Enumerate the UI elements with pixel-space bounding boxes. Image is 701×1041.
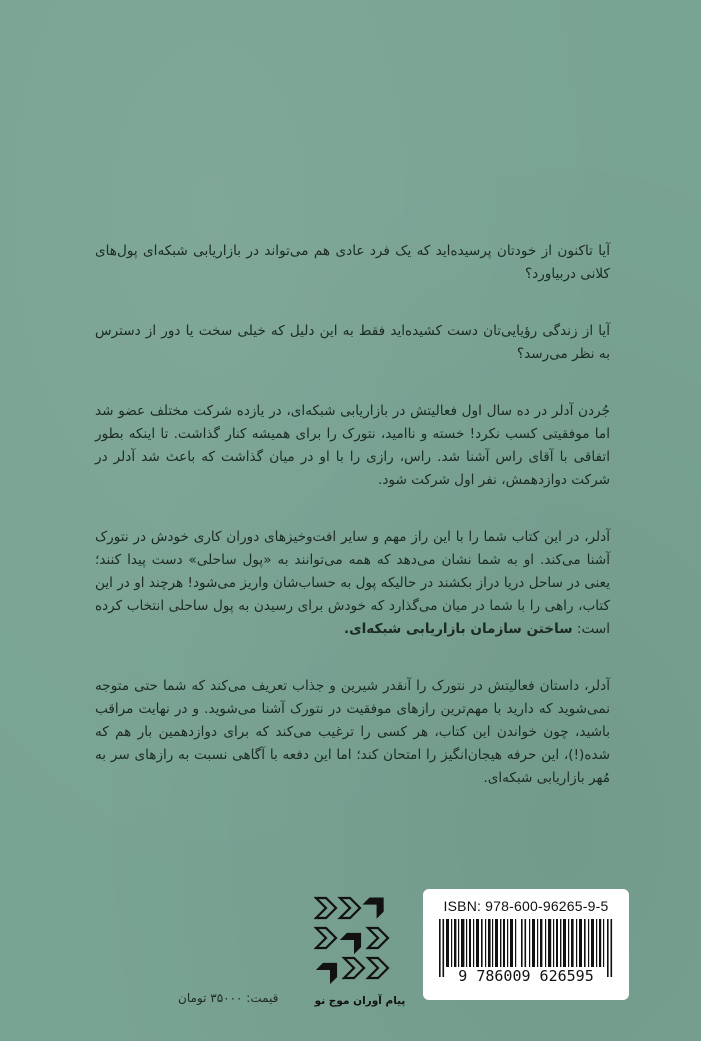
blurb-highlight: ساختن سازمان بازاریابی شبکه‌ای.: [343, 621, 573, 637]
isbn-label: ISBN: 978-600-96265-9-5: [443, 898, 609, 914]
isbn-barcode-box: [423, 889, 629, 1000]
blurb-text: [95, 240, 610, 824]
isbn-digits-text: 9 786009 626595: [458, 967, 594, 985]
blurb-paragraph-1: آیا تاکنون از خودتان پرسیده‌اید که یک فرد عادی هم می‌تواند در بازاریابی شبکه‌ای پول‌های کلانی دربیاورد؟: [95, 243, 610, 282]
blurb-paragraph-4: [95, 526, 610, 641]
blurb-paragraph-2: آیا از زندگی رؤیایی‌تان دست کشیده‌اید فقط به این دلیل که خیلی سخت یا دور از دسترس به نظر می‌رسد؟: [95, 323, 610, 362]
blurb-paragraph-4-text: آدلر، در این کتاب شما را با این راز مهم و سایر افت‌وخیزهای دوران کاری خودش در نتورک آشنا می‌کند. او به شما نشان می‌دهد که همه می‌توانند به «پول ساحلی» دست پیدا کنند؛ یعنی در ساحل دریا دراز بکشند در حالیکه پول به حساب‌شان واریز می‌شود! هرچند او در این کتاب، راهی را با شما در میان می‌گذارد که خودش برای رسیدن به پول ساحلی انتخاب کرده است:: [95, 529, 610, 637]
arrow-grid-logo-icon: [314, 892, 406, 1012]
publisher-name: پیام آوران موج نو: [314, 995, 406, 1007]
isbn-digits: [423, 967, 629, 985]
price-label: قیمت: ۳۵۰۰۰ تومان: [178, 991, 279, 1005]
blurb-paragraph-5: آدلر، داستان فعالیتش در نتورک را آنقدر شیرین و جذاب تعریف می‌کند که شما حتی متوجه نمی‌شوید که دارید با مهم‌ترین رازهای موفقیت در نتورک آشنا می‌شوید. و در نهایت مراقب باشید، چون خواندن این کتاب، هر کسی را ترغیب می‌کند که برای دوازدهمین بار هم که شده(!)، این حرفه هیجان‌انگیز را امتحان کند؛ اما این دفعه با آگاهی نسبت به رازهای سر به مُهر بازاریابی شبکه‌ای.: [95, 678, 610, 786]
blurb-paragraph-3: جُردن آدلر در ده سال اول فعالیتش در بازاریابی شبکه‌ای، در یازده شرکت مختلف عضو شد اما موفقیتی کسب نکرد! خسته و ناامید، نتورک را برای همیشه کنار گذاشت. تا اینکه بطور اتفاقی با آقای راس آشنا شد. راس، رازی را با او در میان گذاشت که باعث شد آدلر در شرکت دوازدهمش، نفر اول شرکت شود.: [95, 403, 610, 488]
